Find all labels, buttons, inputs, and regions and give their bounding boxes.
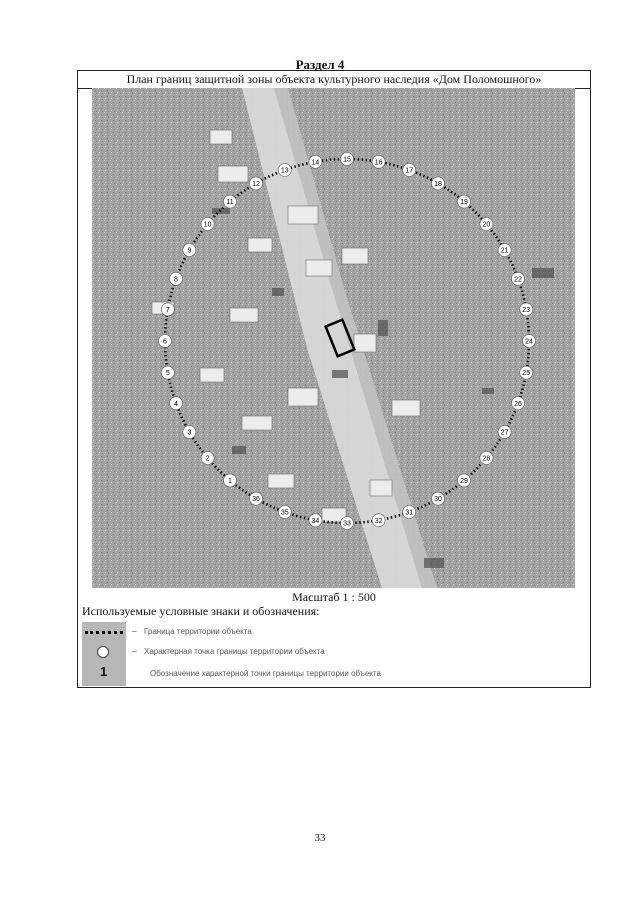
boundary-point-label: 7 <box>165 307 170 314</box>
boundary-point <box>250 492 263 505</box>
boundary-line-symbol <box>85 631 123 634</box>
boundary-point <box>278 164 291 177</box>
boundary-point-label: 2 <box>205 455 210 463</box>
boundary-point <box>520 303 533 316</box>
boundary-point-label: 36 <box>252 496 260 504</box>
boundary-point-label: 34 <box>311 517 320 525</box>
legend-item-point-label <box>82 662 582 686</box>
boundary-point <box>520 366 533 379</box>
boundary-point <box>480 452 493 465</box>
boundary-point <box>480 218 493 231</box>
plan-title: План границ защитной зоны объекта культурного наследия «Дом Поломошного» <box>78 71 590 89</box>
boundary-point <box>224 474 237 487</box>
boundary-point <box>309 155 322 168</box>
boundary-point <box>523 335 536 348</box>
boundary-point-label: 14 <box>311 159 320 167</box>
boundary-point <box>512 272 525 285</box>
boundary-point <box>341 153 354 166</box>
boundary-point-label: 25 <box>522 370 531 378</box>
legend-dash: – <box>132 646 137 656</box>
boundary-point-label: 15 <box>343 156 351 164</box>
legend-text: Граница территории объекта <box>144 627 252 636</box>
boundary-point <box>159 335 172 348</box>
boundary-point-label: 33 <box>343 520 351 528</box>
legend-swatch <box>82 662 126 686</box>
legend-text: Характерная точка границы территории объекта <box>144 647 325 656</box>
boundary-point <box>432 492 445 505</box>
boundary-point <box>309 514 322 527</box>
boundary-point <box>183 244 196 257</box>
map-sheet-frame <box>77 70 591 688</box>
boundary-point-label: 30 <box>434 496 442 504</box>
boundary-point <box>201 452 214 465</box>
boundary-point-label: 31 <box>405 509 414 517</box>
boundary-point-label: 18 <box>434 181 442 188</box>
boundary-point-label: 3 <box>187 429 192 437</box>
legend-swatch <box>82 622 126 642</box>
boundary-point <box>498 426 511 439</box>
boundary-point-label: 19 <box>460 199 468 207</box>
boundary-point-label: 16 <box>374 159 383 167</box>
boundary-point <box>161 366 174 379</box>
legend-item-boundary <box>82 622 582 644</box>
boundary-point-label: 10 <box>203 221 212 229</box>
point-label-symbol: 1 <box>100 664 108 679</box>
boundary-point <box>183 426 196 439</box>
boundary-point <box>201 218 214 231</box>
boundary-point-label: 12 <box>252 181 260 188</box>
legend-heading: Используемые условные знаки и обозначения: <box>82 604 320 618</box>
boundary-point <box>170 397 183 410</box>
boundary-point-label: 29 <box>460 478 468 485</box>
boundary-point <box>458 474 471 487</box>
satellite-map[interactable] <box>92 88 575 588</box>
legend-text: Обозначение характерной точки границы территории объекта <box>150 669 381 678</box>
boundary-point-label: 1 <box>228 478 232 485</box>
boundary-point-label: 23 <box>522 307 531 314</box>
boundary-point <box>512 397 525 410</box>
boundary-point-label: 5 <box>165 370 170 378</box>
boundary-point <box>341 517 354 530</box>
boundary-point-label: 22 <box>514 276 522 284</box>
boundary-point <box>278 506 291 519</box>
boundary-point <box>224 195 237 208</box>
boundary-point <box>403 164 416 177</box>
boundary-point-label: 35 <box>280 509 289 517</box>
boundary-point-label: 13 <box>280 167 289 175</box>
boundary-point-label: 28 <box>482 455 491 463</box>
boundary-point-label: 4 <box>174 400 178 408</box>
boundary-point <box>170 272 183 285</box>
boundary-point-label: 17 <box>405 167 414 175</box>
boundary-point <box>161 303 174 316</box>
map-scale: Масштаб 1 : 500 <box>292 590 376 604</box>
boundary-point-label: 32 <box>374 517 383 525</box>
page-number: 33 <box>314 832 326 844</box>
boundary-point-label: 24 <box>525 338 533 346</box>
boundary-point-label: 20 <box>482 221 491 229</box>
section-title: Раздел 4 <box>295 57 345 72</box>
legend-item-point <box>82 642 582 664</box>
boundary-point-label: 6 <box>163 338 167 346</box>
boundary-point <box>250 177 263 190</box>
legend-dash: – <box>132 626 137 636</box>
boundary-point-label: 9 <box>187 247 192 255</box>
boundary-point <box>372 155 385 168</box>
point-circle-icon <box>97 646 109 658</box>
boundary-point-label: 21 <box>500 247 509 255</box>
legend-swatch <box>82 642 126 662</box>
boundary-point <box>432 177 445 190</box>
boundary-point <box>403 506 416 519</box>
boundary-point-label: 11 <box>226 199 234 207</box>
boundary-point <box>372 514 385 527</box>
boundary-point <box>458 195 471 208</box>
boundary-point-label: 27 <box>500 429 509 437</box>
boundary-point-label: 8 <box>174 276 178 284</box>
boundary-point-label: 26 <box>514 400 522 408</box>
boundary-point <box>498 244 511 257</box>
